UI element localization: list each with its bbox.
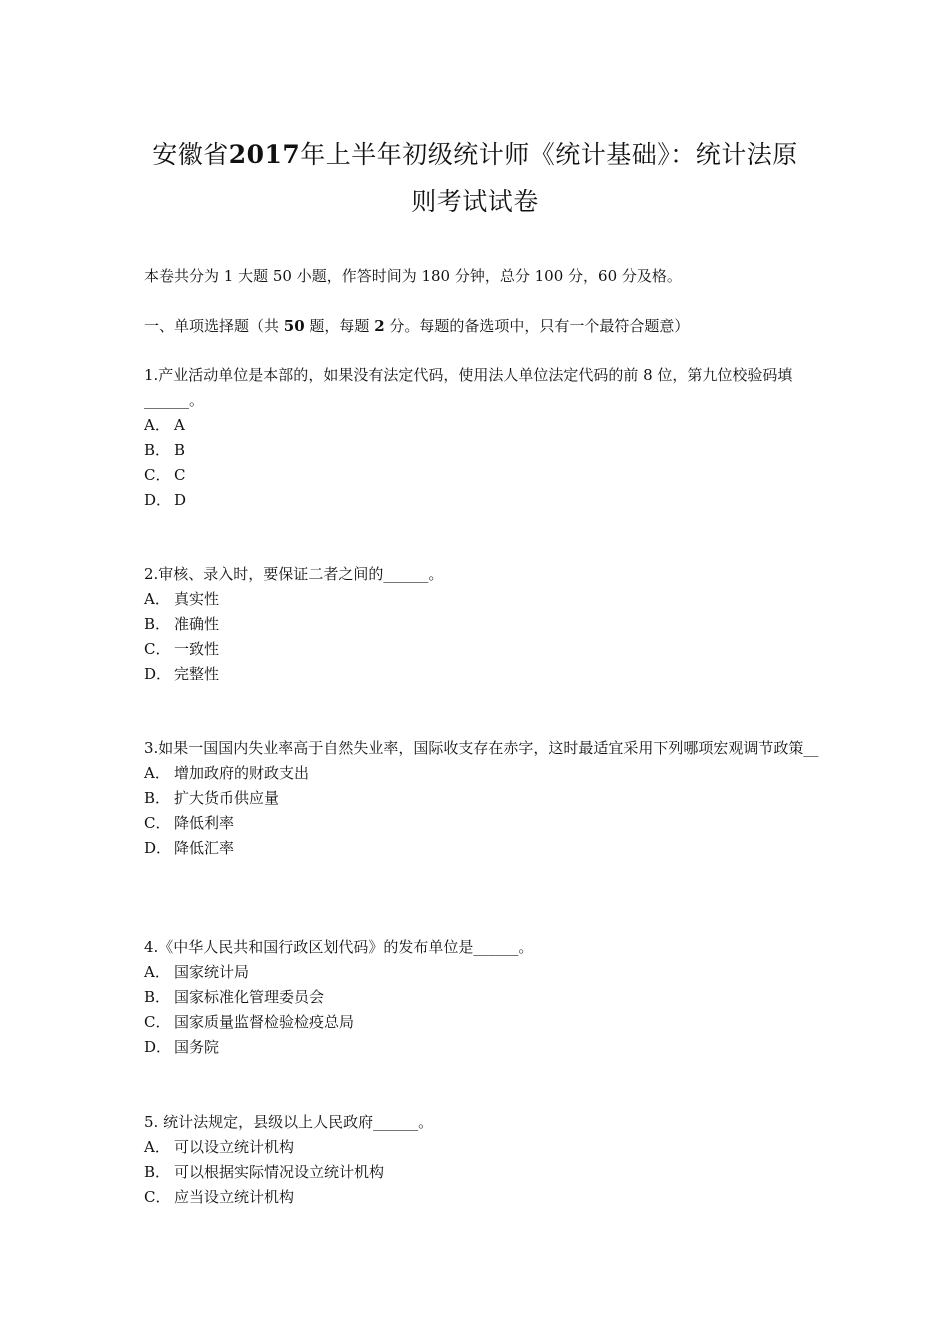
question-option xyxy=(144,637,824,662)
title-year: 2017 xyxy=(228,140,301,169)
option-text: 可以设立统计机构 xyxy=(174,1138,295,1156)
option-text: 降低利率 xyxy=(174,814,235,832)
option-letter: C． xyxy=(144,640,171,658)
question-option xyxy=(144,438,824,463)
option-text: 国家质量监督检验检疫总局 xyxy=(174,1013,355,1031)
option-text: A xyxy=(174,416,185,434)
page-title-line2: 则考试试卷 xyxy=(411,187,539,216)
question-5 xyxy=(144,1110,824,1210)
section-heading-prefix: 一、单项选择题（共 xyxy=(144,317,284,335)
question-option xyxy=(144,587,824,612)
option-text: 真实性 xyxy=(174,590,220,608)
option-letter: B． xyxy=(144,1163,171,1181)
section-question-count: 50 xyxy=(283,317,305,335)
question-option xyxy=(144,985,824,1010)
option-letter: A． xyxy=(144,764,170,782)
question-4 xyxy=(144,935,824,1060)
question-stem: 3.如果一国国内失业率高于自然失业率，国际收支存在赤字，这时最适宜采用下列哪项宏观调节政策__ xyxy=(144,739,819,757)
question-option xyxy=(144,1160,824,1185)
question-1 xyxy=(144,363,824,513)
option-text: 扩大货币供应量 xyxy=(174,789,280,807)
section-heading-middle: 题，每题 xyxy=(304,317,375,335)
option-text: 降低汇率 xyxy=(174,839,235,857)
question-option xyxy=(144,1135,824,1160)
option-text: 国家标准化管理委员会 xyxy=(174,988,325,1006)
question-stem: 4.《中华人民共和国行政区划代码》的发布单位是______。 xyxy=(144,938,534,956)
exam-intro: 本卷共分为 1 大题 50 小题，作答时间为 180 分钟，总分 100 分，60 分及格。 xyxy=(144,267,682,285)
option-letter: D． xyxy=(144,665,172,683)
option-text: 国家统计局 xyxy=(174,963,250,981)
question-option xyxy=(144,488,824,513)
option-text: 准确性 xyxy=(174,615,220,633)
question-stem: 1.产业活动单位是本部的，如果没有法定代码，使用法人单位法定代码的前 8 位，第九位校验码填______。 xyxy=(144,366,793,409)
question-option xyxy=(144,612,824,637)
page-title xyxy=(100,140,850,170)
option-text: 一致性 xyxy=(174,640,220,658)
question-2 xyxy=(144,562,824,687)
question-option xyxy=(144,960,824,985)
question-option xyxy=(144,786,824,811)
section-points: 2 xyxy=(374,317,385,335)
question-stem: 5. 统计法规定，县级以上人民政府______。 xyxy=(144,1113,434,1131)
question-stem: 2.审核、录入时，要保证二者之间的______。 xyxy=(144,565,444,583)
title-prefix: 安徽省 xyxy=(152,140,229,169)
option-letter: A． xyxy=(144,590,170,608)
question-option xyxy=(144,662,824,687)
question-option xyxy=(144,1185,824,1210)
option-letter: B． xyxy=(144,789,171,807)
option-letter: A． xyxy=(144,963,170,981)
option-text: 可以根据实际情况设立统计机构 xyxy=(174,1163,385,1181)
option-letter: D． xyxy=(144,839,172,857)
option-text: 应当设立统计机构 xyxy=(174,1188,295,1206)
question-option xyxy=(144,836,824,861)
option-letter: B． xyxy=(144,615,171,633)
option-letter: B． xyxy=(144,988,171,1006)
option-text: B xyxy=(174,441,186,459)
question-option xyxy=(144,413,824,438)
option-letter: C． xyxy=(144,1188,171,1206)
option-text: D xyxy=(174,491,187,509)
section-heading-suffix: 分。每题的备选项中，只有一个最符合题意） xyxy=(384,317,690,335)
question-option xyxy=(144,761,824,786)
option-text: 国务院 xyxy=(174,1038,220,1056)
option-letter: D． xyxy=(144,1038,172,1056)
option-letter: A． xyxy=(144,416,170,434)
question-option xyxy=(144,1010,824,1035)
option-letter: C． xyxy=(144,1013,171,1031)
question-3 xyxy=(144,736,824,861)
option-text: 完整性 xyxy=(174,665,220,683)
question-option xyxy=(144,811,824,836)
title-suffix: 年上半年初级统计师《统计基础》：统计法原 xyxy=(300,140,798,169)
question-option xyxy=(144,1035,824,1060)
option-letter: C． xyxy=(144,466,171,484)
section-heading xyxy=(144,316,689,336)
option-text: 增加政府的财政支出 xyxy=(174,764,310,782)
option-letter: A． xyxy=(144,1138,170,1156)
option-text: C xyxy=(174,466,186,484)
question-option xyxy=(144,463,824,488)
option-letter: C． xyxy=(144,814,171,832)
option-letter: B． xyxy=(144,441,171,459)
option-letter: D． xyxy=(144,491,172,509)
